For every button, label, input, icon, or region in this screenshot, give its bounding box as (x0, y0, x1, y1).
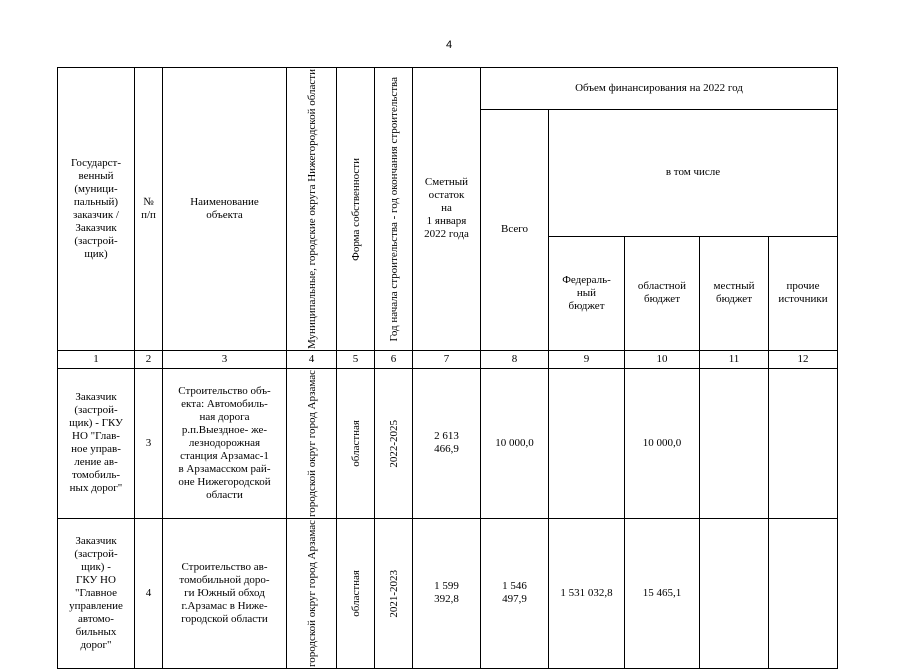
cell-other (769, 518, 838, 668)
cell-name: Строительство ав- томобильной доро- ги Южный обход г.Арзамас в Ниже- городской области (163, 518, 287, 668)
column-number: 1 (58, 350, 135, 368)
financing-table (57, 67, 838, 669)
header-financing: Объем финансирования на 2022 год (481, 68, 838, 110)
header-municipal: Муниципальные, городские округа Нижегородской области (287, 68, 337, 351)
column-number: 8 (481, 350, 549, 368)
header-federal: Федераль- ный бюджет (549, 236, 625, 350)
cell-total: 1 546 497,9 (481, 518, 549, 668)
header-num: № п/п (135, 68, 163, 351)
cell-num: 4 (135, 518, 163, 668)
table-row (58, 368, 838, 518)
column-number: 5 (337, 350, 375, 368)
header-regional: областной бюджет (625, 236, 700, 350)
header-name: Наименование объекта (163, 68, 287, 351)
cell-local (700, 518, 769, 668)
header-row-1 (58, 68, 838, 110)
header-other: прочие источники (769, 236, 838, 350)
cell-municipal: городской округ город Арзамас (287, 368, 337, 518)
column-number: 6 (375, 350, 413, 368)
cell-ownership: областная (337, 368, 375, 518)
column-number: 10 (625, 350, 700, 368)
column-number: 3 (163, 350, 287, 368)
column-number: 12 (769, 350, 838, 368)
cell-ownership: областная (337, 518, 375, 668)
cell-years: 2022-2025 (375, 368, 413, 518)
header-ownership: Форма собственности (337, 68, 375, 351)
cell-customer: Заказчик (застрой- щик) - ГКУ НО "Глав- ное управ- ление ав- томобиль- ных дорог" (58, 368, 135, 518)
cell-years: 2021-2023 (375, 518, 413, 668)
table-row (58, 518, 838, 668)
header-years: Год начала строительства - год окончания строительства (375, 68, 413, 351)
cell-municipal: городской округ город Арзамас (287, 518, 337, 668)
cell-federal (549, 368, 625, 518)
header-estimate: Сметный остаток на 1 января 2022 года (413, 68, 481, 351)
page-number: 4 (446, 39, 453, 51)
header-local: местный бюджет (700, 236, 769, 350)
cell-estimate: 1 599 392,8 (413, 518, 481, 668)
cell-local (700, 368, 769, 518)
column-number: 4 (287, 350, 337, 368)
header-customer: Государст- венный (муници- пальный) заказчик / Заказчик (застрой- щик) (58, 68, 135, 351)
cell-federal: 1 531 032,8 (549, 518, 625, 668)
cell-regional: 15 465,1 (625, 518, 700, 668)
column-number: 2 (135, 350, 163, 368)
column-number: 9 (549, 350, 625, 368)
cell-num: 3 (135, 368, 163, 518)
cell-customer: Заказчик (застрой- щик) - ГКУ НО "Главное управление автомо- бильных дорог" (58, 518, 135, 668)
column-number-row (58, 350, 838, 368)
header-total: Всего (481, 110, 549, 351)
column-number: 11 (700, 350, 769, 368)
cell-regional: 10 000,0 (625, 368, 700, 518)
cell-other (769, 368, 838, 518)
cell-name: Строительство объ- екта: Автомобиль- ная дорога р.п.Выездное- же- лезнодорожная станция Арзамас-1 в Арзамасском рай- оне Нижегородской области (163, 368, 287, 518)
cell-estimate: 2 613 466,9 (413, 368, 481, 518)
cell-total: 10 000,0 (481, 368, 549, 518)
column-number: 7 (413, 350, 481, 368)
header-including: в том числе (549, 110, 838, 237)
